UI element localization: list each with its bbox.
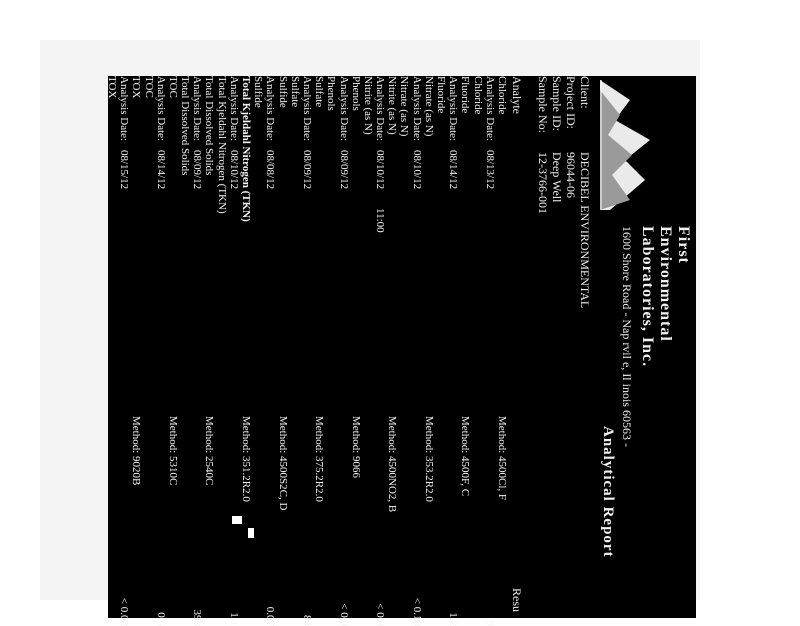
company-line-1: First [675, 226, 692, 264]
scan-artifact [248, 528, 254, 538]
scan-artifact [232, 516, 242, 524]
method-cell: Method: 4500NO2, B [386, 416, 399, 513]
analyte-cell: Chloride [496, 76, 508, 115]
date-cell: 08/09/12 [301, 150, 313, 190]
date-cell: 08/08/12 [264, 150, 277, 190]
letterhead [596, 76, 696, 618]
method-cell: Method: 9020B [130, 416, 143, 486]
table-row [276, 76, 288, 618]
method-cell: Method: 5310C [166, 416, 179, 486]
analyte-cell: Phenols [349, 76, 362, 111]
time-cell: 11:00 [374, 208, 387, 233]
info-value: 96044-06 [564, 152, 578, 198]
info-value: 12-3766-001 [536, 152, 550, 214]
analyte-cell: Analysis Date: [227, 76, 240, 142]
lab-logo [600, 80, 670, 210]
table-row [167, 76, 179, 618]
analyte-cell: Sulfate [313, 76, 326, 108]
analysis-table [106, 76, 508, 626]
table-row [227, 76, 240, 626]
analyte-cell: Total Dissolved Solids [203, 76, 216, 176]
result-cell: 0.6 [154, 612, 167, 626]
result-cell: 0.07 [264, 606, 277, 626]
table-row [410, 76, 423, 626]
company-line-3: Laboratories, Inc. [639, 226, 656, 368]
company-name [638, 226, 692, 367]
result-cell: < 0.0 [337, 603, 350, 626]
method-cell: Method: 4500S2C, D [276, 416, 289, 511]
table-row [118, 76, 131, 626]
info-row [550, 76, 564, 308]
analyte-cell: TOX [106, 76, 118, 99]
date-cell: 08/10/12 [410, 150, 423, 190]
table-row [325, 76, 337, 618]
info-label: Sample ID: [550, 76, 564, 131]
method-cell: Method: 351.2R2.0 [240, 416, 253, 502]
method-cell: Method: 9066 [349, 416, 362, 479]
table-row [301, 76, 313, 626]
date-cell: 08/10/12 [227, 150, 240, 190]
date-cell: 08/14/12 [447, 150, 460, 190]
analyte-cell: Total Dissolved Solids [179, 76, 192, 176]
analyte-cell: Nitrate (as N) [398, 76, 411, 137]
result-cell: < 0.02 [118, 597, 131, 626]
method-cell: Method: 4500Cl, F [496, 416, 508, 501]
analyte-column-header: Analyte [510, 76, 524, 114]
result-cell: 1.1 [227, 612, 240, 626]
table-row [374, 76, 387, 626]
analyte-cell: Nitrite (as N) [386, 76, 399, 135]
analyte-cell: Analysis Date: [191, 76, 204, 142]
sample-info [536, 76, 592, 308]
date-cell: 08/09/12 [191, 150, 204, 190]
result-cell: 393 [191, 609, 204, 626]
table-row [216, 76, 228, 618]
date-cell: 08/13/12 [483, 150, 496, 190]
analyte-cell: Analysis Date: [301, 76, 313, 142]
table-row [289, 76, 301, 618]
table-row [362, 76, 374, 618]
info-label: Sample No: [536, 76, 550, 133]
result-cell: < 0.10 [410, 597, 423, 626]
analyte-cell: Analysis Date: [447, 76, 460, 142]
table-row [350, 76, 362, 618]
info-label: Client: [578, 76, 592, 109]
table-row [154, 76, 167, 626]
document-content [106, 76, 696, 626]
table-row [386, 76, 398, 618]
analyte-cell: Analysis Date: [410, 76, 423, 142]
analyte-cell: Sulfate [288, 76, 301, 108]
info-value: Deep Well [550, 152, 564, 203]
table-row [203, 76, 215, 618]
table-row [106, 76, 118, 618]
date-cell: 08/09/12 [337, 150, 350, 190]
info-label: Project ID: [564, 76, 578, 129]
analyte-cell: Analysis Date: [264, 76, 277, 142]
company-address: 1600 Shore Road - Nap rvil e, Il inois 60563 - [620, 226, 634, 447]
result-cell: < 0.0 [374, 603, 387, 626]
analyte-cell: Analysis Date: [374, 76, 387, 142]
analyte-cell: Analysis Date: [154, 76, 167, 142]
analyte-cell: Nitrite (as N) [361, 76, 374, 135]
scanned-document [106, 76, 696, 626]
method-cell: Method: 2540C [203, 416, 216, 486]
table-row [435, 76, 447, 618]
table-row [398, 76, 410, 618]
analyte-cell: Fluoride [459, 76, 472, 114]
analyte-cell: Phenols [325, 76, 338, 111]
analyte-cell: Fluoride [435, 76, 448, 114]
table-row [423, 76, 435, 618]
table-row [447, 76, 460, 626]
date-cell: 08/15/12 [118, 150, 131, 190]
table-row [337, 76, 350, 626]
date-cell: 08/14/12 [154, 150, 167, 190]
analyte-cell: Sulfide [276, 76, 289, 108]
info-row [578, 76, 592, 308]
analyte-cell: Total Kjeldahl Nitrogen (TKN) [240, 76, 253, 222]
table-row [191, 76, 204, 626]
table-row [471, 76, 483, 618]
table-row [313, 76, 325, 618]
table-row [130, 76, 142, 618]
table-row [496, 76, 508, 618]
analyte-cell: Sulfide [252, 76, 265, 108]
result-column-header: Resu [510, 588, 524, 612]
result-cell: 84 [301, 615, 313, 626]
analyte-cell: Analysis Date: [337, 76, 350, 142]
info-row [564, 76, 578, 308]
analyte-cell: TOC [166, 76, 179, 98]
company-line-2: Environmental [657, 226, 674, 342]
report-title: Analytical Report [600, 426, 616, 558]
result-cell: 9 [483, 620, 496, 626]
table-row [142, 76, 154, 618]
info-value: DECIBEL ENVIRONMENTAL [578, 152, 592, 309]
result-cell: 1.2 [447, 612, 460, 626]
table-row [459, 76, 471, 618]
method-cell: Method: 4500F, C [459, 416, 472, 497]
info-row [536, 76, 550, 308]
date-cell: 08/10/12 [374, 150, 387, 190]
analyte-cell: TOC [142, 76, 155, 98]
analyte-cell: TOX [130, 76, 143, 99]
table-row [179, 76, 191, 618]
table-row [264, 76, 277, 626]
analyte-cell: Chloride [471, 76, 484, 115]
table-header [509, 76, 524, 618]
method-cell: Method: 375.2R2.0 [313, 416, 326, 502]
method-cell: Method: 353.2R2.0 [422, 416, 435, 502]
table-row [483, 76, 496, 626]
analyte-cell: Analysis Date: [118, 76, 131, 142]
analyte-cell: Analysis Date: [483, 76, 496, 142]
analyte-cell: Total Kjeldahl Nitrogen (TKN) [215, 76, 228, 214]
analyte-cell: Nitrate (as N) [422, 76, 435, 137]
